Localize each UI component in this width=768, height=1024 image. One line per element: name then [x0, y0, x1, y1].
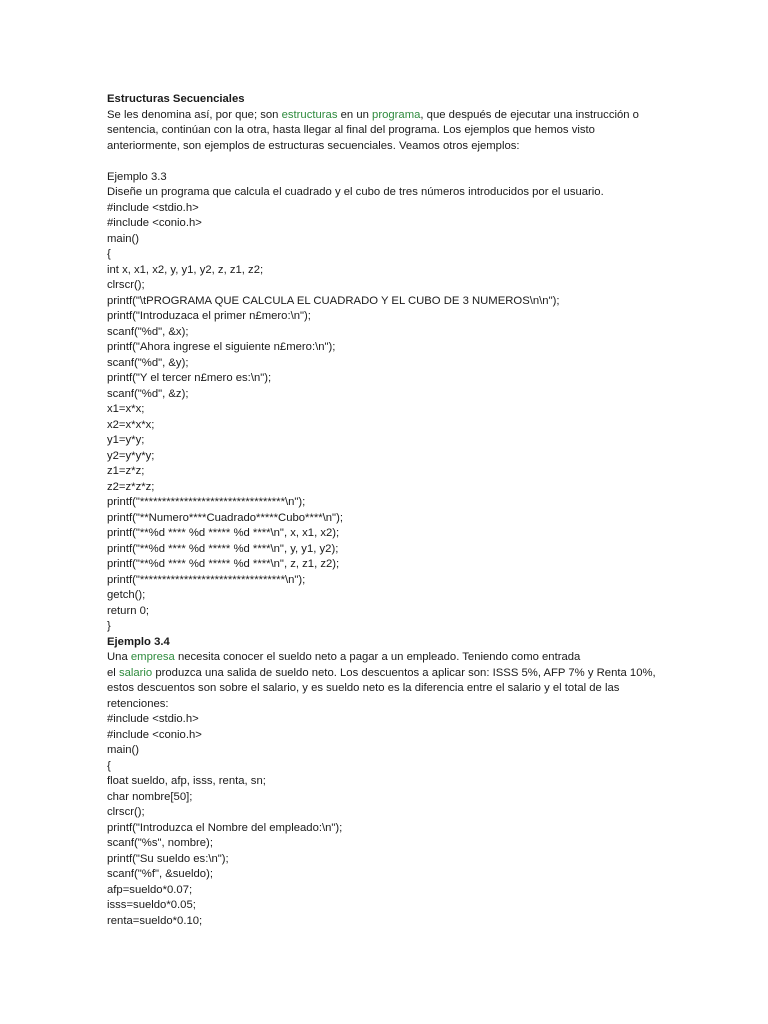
code-line: printf("*********************************\n");	[107, 573, 306, 586]
code-line: #include <stdio.h>	[107, 713, 199, 725]
example-3-3-description: Diseñe un programa que calcula el cuadrado y el cubo de tres números introducidos por el usuario.	[107, 186, 604, 198]
link-programa[interactable]: programa	[372, 108, 421, 121]
code-line: #include <stdio.h>	[107, 201, 199, 214]
code-line: #include <conio.h>	[107, 217, 202, 229]
section-heading: Estructuras Secuenciales	[107, 93, 245, 105]
link-estructuras[interactable]: estructuras	[281, 108, 338, 121]
code-line: renta=sueldo*0.10;	[107, 914, 203, 927]
code-line: scanf("%d", &y);	[107, 356, 189, 369]
code-line: printf("Y el tercer n£mero es:\n");	[107, 372, 272, 384]
text-span: Una	[107, 651, 131, 663]
code-line: y1=y*y;	[107, 434, 145, 446]
code-line: getch();	[107, 589, 146, 601]
document-page	[107, 92, 707, 929]
link-empresa[interactable]: empresa	[130, 651, 175, 663]
code-line: afp=sueldo*0.07;	[107, 883, 193, 896]
intro-line-1	[107, 108, 707, 124]
code-line: printf("**Numero****Cuadrado*****Cubo****\n");	[107, 511, 343, 524]
example-3-4-title: Ejemplo 3.4	[107, 635, 170, 648]
code-line: scanf("%d", &x);	[107, 325, 189, 338]
code-line: z2=z*z*z;	[107, 480, 155, 493]
code-line: clrscr();	[107, 806, 145, 818]
text-span: el	[107, 666, 119, 679]
code-line: #include <conio.h>	[107, 728, 202, 741]
code-line: printf("Su sueldo es:\n");	[107, 852, 229, 865]
example-3-3-title: Ejemplo 3.3	[107, 170, 167, 183]
code-line: printf("Introduzaca el primer n£mero:\n");	[107, 310, 311, 322]
example-3-4-desc-line-4: retenciones:	[107, 697, 169, 710]
code-line: {	[107, 248, 111, 260]
link-salario[interactable]: salario	[118, 666, 153, 679]
code-line: scanf("%f", &sueldo);	[107, 868, 213, 880]
intro-line-3: anteriormente, son ejemplos de estructuras secuenciales. Veamos otros ejemplos:	[107, 139, 520, 152]
code-line: main()	[107, 744, 140, 756]
code-line: x1=x*x;	[107, 403, 145, 415]
code-line: y2=y*y*y;	[107, 449, 155, 462]
code-line: printf("**%d **** %d ***** %d ****\n", y, y1, y2);	[107, 542, 339, 555]
text-span: necesita conocer el sueldo neto a pagar a un empleado. Teniendo como entrada	[174, 651, 581, 663]
text-span: , que después de ejecutar una instrucción o	[420, 108, 639, 121]
code-line: printf("**%d **** %d ***** %d ****\n", z, z1, z2);	[107, 558, 340, 570]
code-line: float sueldo, afp, isss, renta, sn;	[107, 775, 266, 787]
code-line: int x, x1, x2, y, y1, y2, z, z1, z2;	[107, 263, 264, 276]
text-span: en un	[337, 108, 373, 121]
example-3-4-desc-line-3: estos descuentos son sobre el salario, y es sueldo neto es la diferencia entre el salario y el total de las	[107, 682, 620, 694]
text-span: produzca una salida de sueldo neto. Los descuentos a aplicar son: ISSS 5%, AFP 7% y Renta 10%,	[152, 666, 656, 679]
code-line: printf("Introduzca el Nombre del empleado:\n");	[107, 821, 343, 834]
code-line: printf("*********************************\n");	[107, 496, 306, 508]
example-3-4-desc-line-2	[107, 666, 707, 682]
code-line: printf("Ahora ingrese el siguiente n£mero:\n");	[107, 341, 336, 353]
code-line: main()	[107, 232, 140, 245]
code-line: char nombre[50];	[107, 790, 193, 803]
code-line: clrscr();	[107, 279, 145, 291]
code-line: x2=x*x*x;	[107, 418, 155, 431]
code-line: {	[107, 759, 111, 772]
intro-line-2: sentencia, continúan con la otra, hasta llegar al final del programa. Los ejemplos que hemos visto	[107, 124, 595, 136]
example-3-3-code	[107, 201, 707, 635]
code-line: isss=sueldo*0.05;	[107, 899, 196, 911]
code-line: printf("**%d **** %d ***** %d ****\n", x, x1, x2);	[107, 527, 340, 539]
example-3-4-desc-line-1	[107, 650, 707, 666]
text-span: Se les denomina así, por que; son	[107, 108, 282, 121]
code-line: return 0;	[107, 604, 150, 617]
spacer	[107, 154, 707, 170]
code-line: scanf("%d", &z);	[107, 387, 189, 400]
code-line: printf("\tPROGRAMA QUE CALCULA EL CUADRADO Y EL CUBO DE 3 NUMEROS\n\n");	[107, 294, 560, 307]
code-line: }	[107, 620, 111, 632]
code-line: z1=z*z;	[107, 465, 145, 477]
code-line: scanf("%s", nombre);	[107, 837, 213, 849]
example-3-4-code	[107, 712, 707, 929]
